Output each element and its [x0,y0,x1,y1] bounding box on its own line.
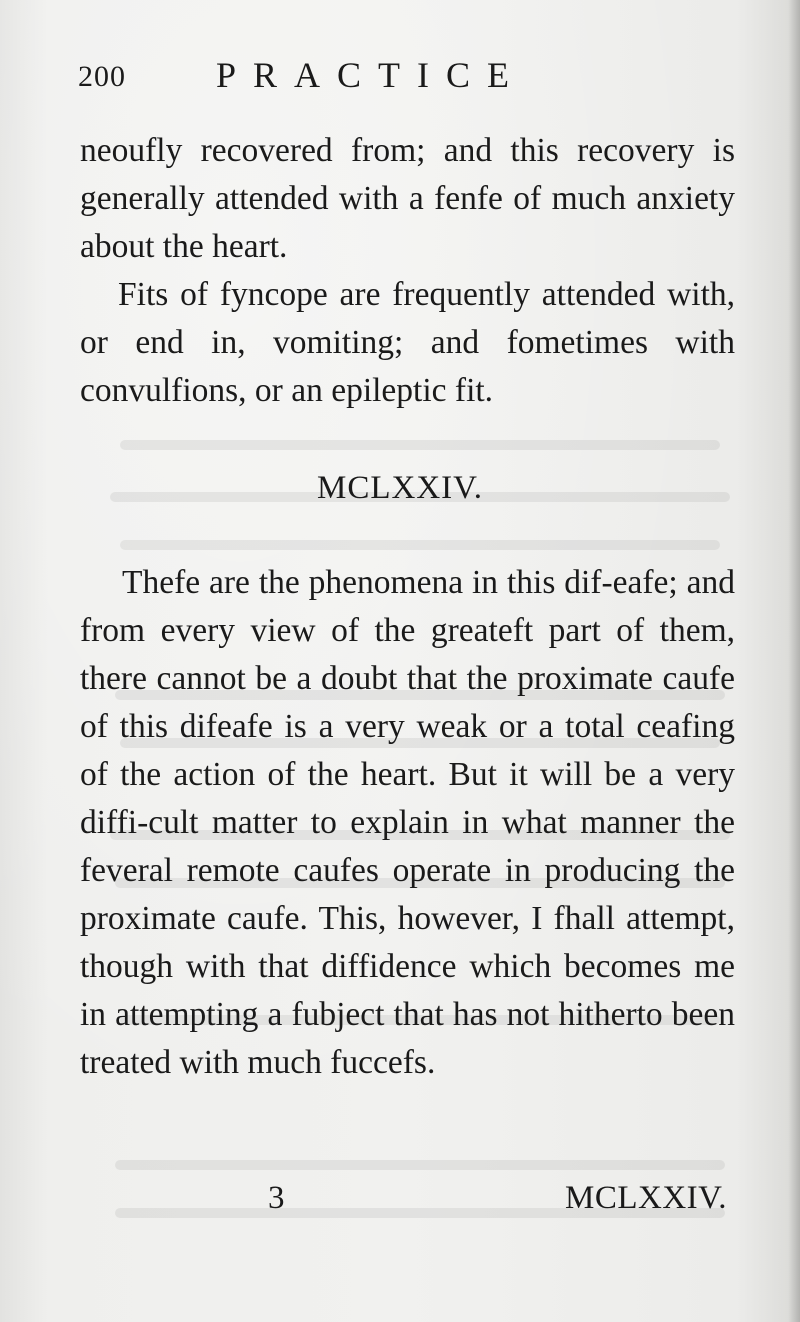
page-number: 200 [78,60,126,93]
paragraph-continued: neoufly recovered from; and this recovery is generally attended with a fenfe of much anxiety about the heart. [80,132,735,265]
section-heading: MCLXXIV. [317,470,483,506]
running-head: PRACTICE [216,55,527,95]
section-paragraph: Thefe are the phenomena in this dif-eafe; and from every view of the greateft part of them, there cannot be a doubt that the proximate caufe of this difeafe is a very weak or a total ceafing of the action of the heart. But it will be a very diffi-cult matter to explain in what manner the feveral remote caufes operate in producing the proximate caufe. This, however, I fhall attempt, though with that diffidence which becomes me in attempting a fubject that has not hitherto been treated with much fuccefs. [80,564,735,1081]
signature-mark: 3 [268,1180,285,1216]
catchword: MCLXXIV. [565,1180,727,1216]
page-edge-shadow [788,0,800,1322]
page-header [78,52,598,100]
paragraph-syncope-fits: Fits of fyncope are frequently attended with, or end in, vomiting; and fometimes with convulfions, or an epileptic fit. [80,276,735,409]
